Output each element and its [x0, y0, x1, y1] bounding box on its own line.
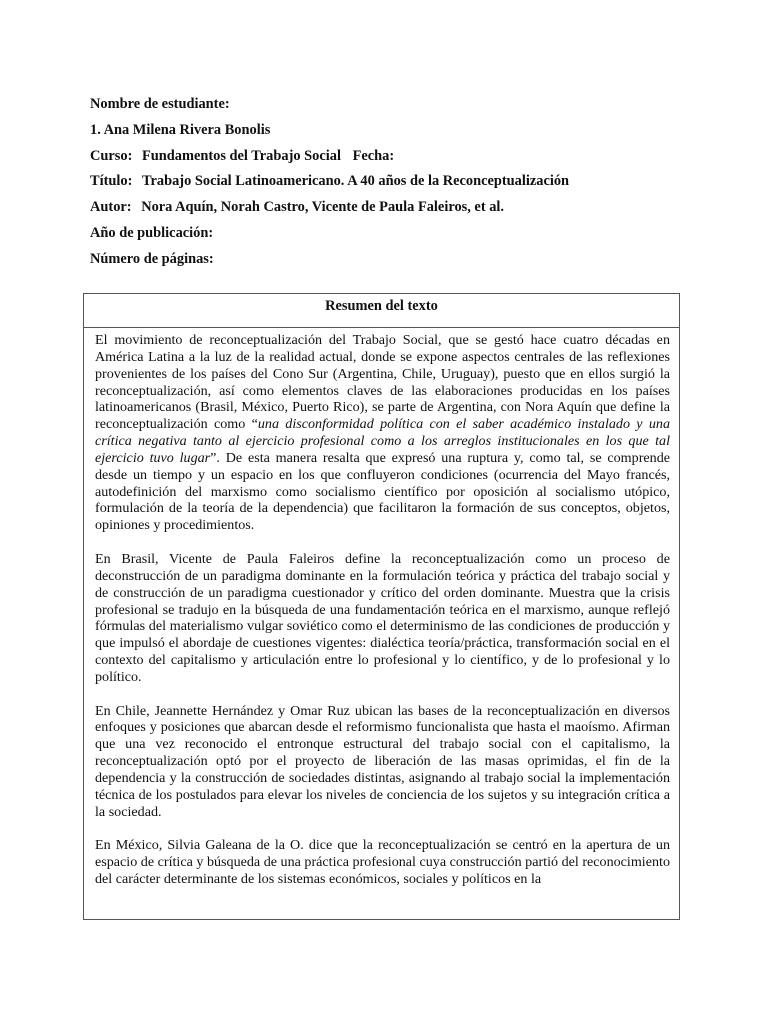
pages-line [90, 247, 690, 273]
author-line [90, 195, 690, 221]
author-value: Nora Aquín, Norah Castro, Vicente de Paula Faleiros, et al. [141, 199, 505, 216]
summary-paragraph-3: En Chile, Jeannette Hernández y Omar Ruz ubican las bases de la reconceptualización en diversos enfoques y posiciones que abarcan desde el reformismo funcionalista que hasta el maoísmo. Afirman que una vez reconocido el entronque estructural del trabajo social con el capitalismo, la reconceptualización optó por el proyecto de liberación de las masas oprimidas, el fin de la dependencia y la construcción de sociedades distintas, asignando al trabajo social la implementación técnica de los postulados para elevar los niveles de conciencia de los sujetos y su integración crítica a la sociedad. [95, 702, 670, 820]
student-name [90, 118, 690, 144]
summary-paragraph-4: En México, Silvia Galeana de la O. dice que la reconceptualización se centró en la apertura de un espacio de crítica y búsqueda de una práctica profesional cuya construcción partió del reconocimiento del carácter determinante de los sistemas económicos, sociales y políticos en la [95, 837, 670, 887]
course-line [90, 144, 690, 170]
student-label-text: Nombre de estudiante: [90, 96, 230, 112]
quote-text: una disconformidad política con el saber académico instalado y una crítica negativa tanto al ejercicio profesional como a los arreglos institucionales en los que tal ejercicio tuvo lugar [95, 416, 671, 466]
title-value: Trabajo Social Latinoamericano. A 40 años de la Reconceptualización [142, 173, 570, 190]
title-label: Título: [90, 173, 133, 190]
year-label: Año de publicación: [90, 224, 214, 241]
student-name-text: 1. Ana Milena Rivera Bonolis [90, 121, 271, 138]
date-label: Fecha: [352, 147, 395, 164]
course-label: Curso: [90, 147, 133, 164]
course-value: Fundamentos del Trabajo Social [141, 147, 341, 164]
title-line [90, 169, 690, 195]
paragraph-1-intro: El movimiento de reconceptualización del Trabajo Social, que se gestó hace cuatro décadas en América Latina a la luz de la realidad actual, donde se expone aspectos centrales de las reflexiones provenientes de los países del Cono Sur (Argentina, Chile, Uruguay), puesto que en ellos surgió la reconceptualización, así como elementos claves de las elaboraciones producidas en los países latinoamericanos (Brasil, México, Puerto Rico), se parte de Argentina, con Nora Aquín que define la reconceptualización como “ [95, 332, 670, 433]
document-metadata [90, 92, 690, 273]
student-label [90, 92, 690, 118]
year-line [90, 221, 690, 247]
summary-body [84, 328, 679, 888]
summary-table [83, 293, 680, 920]
paragraph-1-rest: ”. De esta manera resalta que expresó una ruptura y, como tal, se comprende desde un tiempo y un espacio en los que confluyeron condiciones (ocurrencia del Mayo francés, autodefinición del marxismo como socialismo científico por oposición al socialismo utópico, formulación de la teoría de la dependencia) que facilitaron la formación de sus conceptos, objetos, opiniones y procedimientos. [95, 449, 670, 534]
author-label: Autor: [90, 199, 132, 216]
pages-label: Número de páginas: [90, 250, 214, 267]
summary-heading: Resumen del texto [84, 294, 679, 328]
summary-paragraph-1 [95, 332, 670, 534]
summary-paragraph-2: En Brasil, Vicente de Paula Faleiros define la reconceptualización como un proceso de deconstrucción de un paradigma dominante en la formulación teórica y práctica del trabajo social y de construcción de un paradigma cuestionador y crítico del orden dominante. Muestra que la crisis profesional se tradujo en la búsqueda de una fundamentación teórica en el marxismo, aunque reflejó fórmulas del materialismo vulgar soviético como el determinismo de las condiciones de producción y que impulsó el abordaje de cuestiones vigentes: dialéctica teoría/práctica, transformación social en el contexto del capitalismo y articulación entre lo profesional y lo científico, y de lo profesional y lo político. [95, 550, 670, 685]
